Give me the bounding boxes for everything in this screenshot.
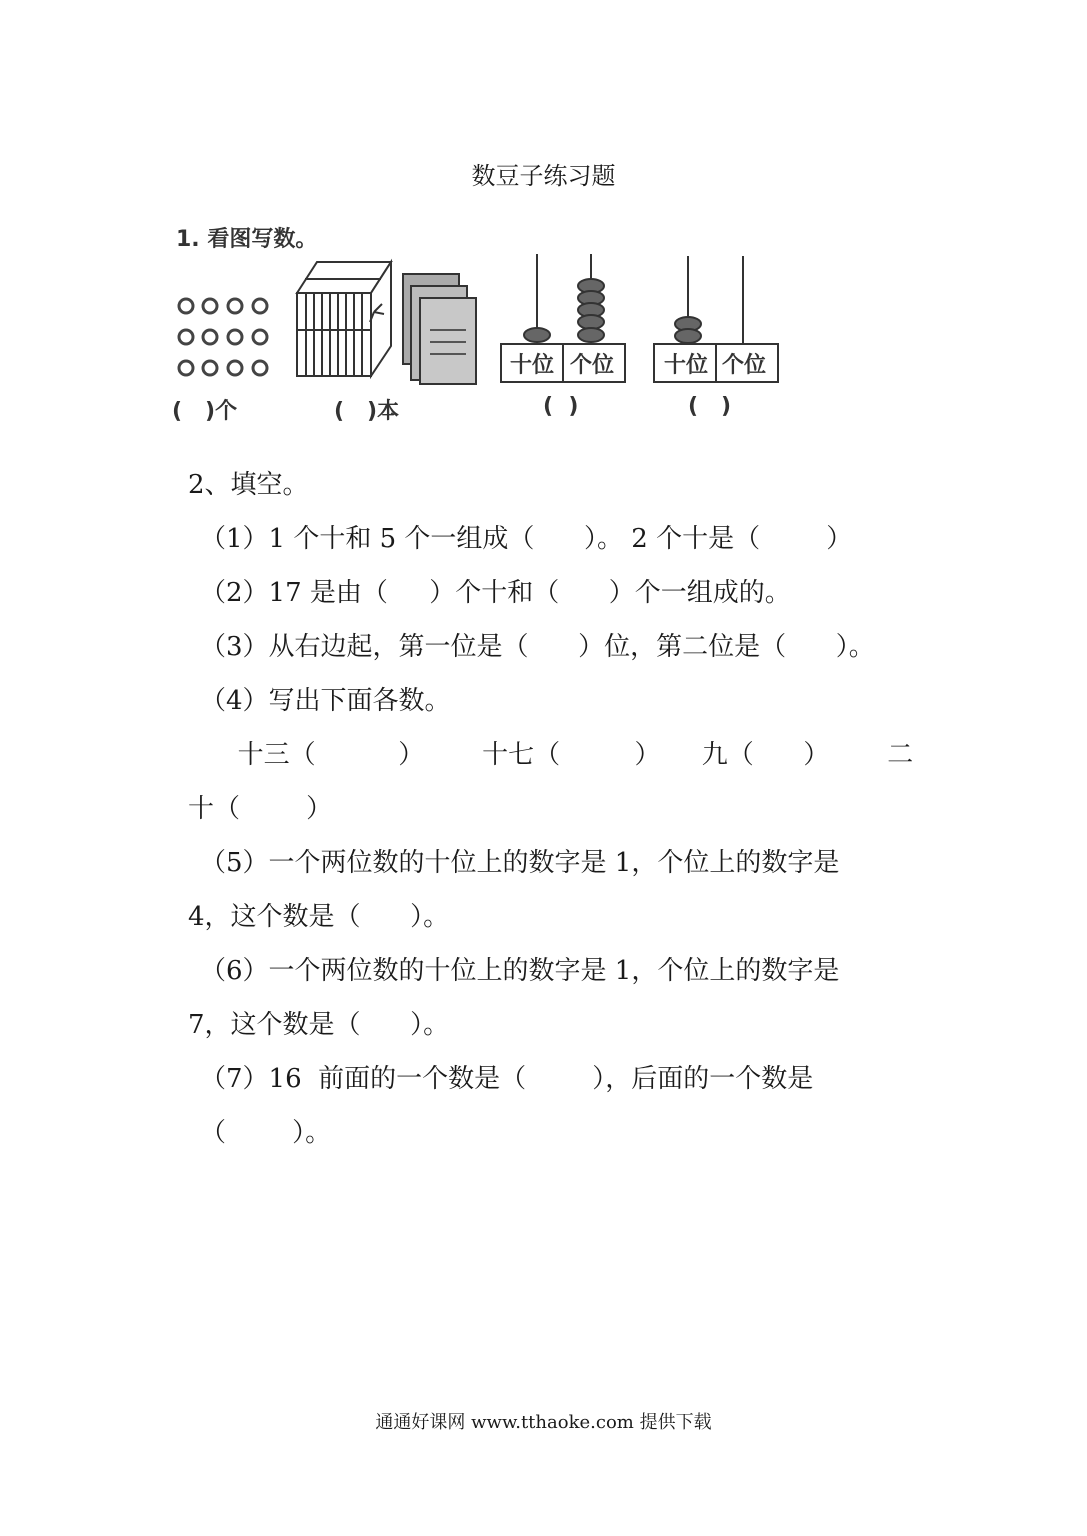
abacus-left — [501, 254, 625, 382]
workbook-stack — [403, 274, 476, 384]
page-title: 数豆子练习题 — [471, 162, 616, 190]
footer-source: 通通好课网 www.tthaoke.com 提供下载 — [375, 1412, 712, 1433]
abacus-left-tens-label: 十位 — [510, 353, 555, 378]
fill-line-5: （5）一个两位数的十位上的数字是 1，个位上的数字是 — [200, 848, 840, 878]
book-bundle — [297, 262, 391, 376]
abacus-left-ones-label: 个位 — [570, 353, 615, 378]
question-2-heading: 2、填空。 — [188, 470, 309, 500]
fill-line-4-numbers: 十三（ ） 十七（ ） 九（ ） 二 — [188, 740, 914, 770]
question-1-figures — [0, 0, 1087, 440]
fill-line-4: （4）写出下面各数。 — [200, 686, 451, 716]
fill-line-2: （2）17 是由（ ）个十和（ ）个一组成的。 — [200, 578, 791, 608]
fill-line-6-cont: 7，这个数是（ ）。 — [188, 1010, 450, 1040]
abacus-right — [654, 256, 778, 382]
fill-line-7-cont: （ ）。 — [200, 1118, 332, 1148]
abacus-right-tens-label: 十位 — [664, 353, 709, 378]
answer-blank-books: ( )本 — [334, 399, 400, 424]
fill-line-5-cont: 4，这个数是（ ）。 — [188, 902, 450, 932]
fill-line-1: （1）1 个十和 5 个一组成（ ）。 2 个十是（ ） — [200, 524, 853, 554]
answer-blank-abacus-left: ( ) — [543, 394, 579, 419]
answer-blank-circles: ( )个 — [172, 399, 238, 424]
fill-line-3: （3）从右边起，第一位是（ ）位，第二位是（ ）。 — [200, 632, 875, 662]
fill-line-6: （6）一个两位数的十位上的数字是 1，个位上的数字是 — [200, 956, 840, 986]
circle-grid — [179, 299, 267, 375]
fill-line-4-cont: 十（ ） — [188, 794, 333, 824]
question-1-heading: 1. 看图写数。 — [176, 227, 318, 252]
fill-line-7: （7）16 前面的一个数是（ ），后面的一个数是 — [200, 1064, 814, 1094]
answer-blank-abacus-right: ( ) — [688, 394, 732, 419]
abacus-right-ones-label: 个位 — [722, 353, 767, 378]
